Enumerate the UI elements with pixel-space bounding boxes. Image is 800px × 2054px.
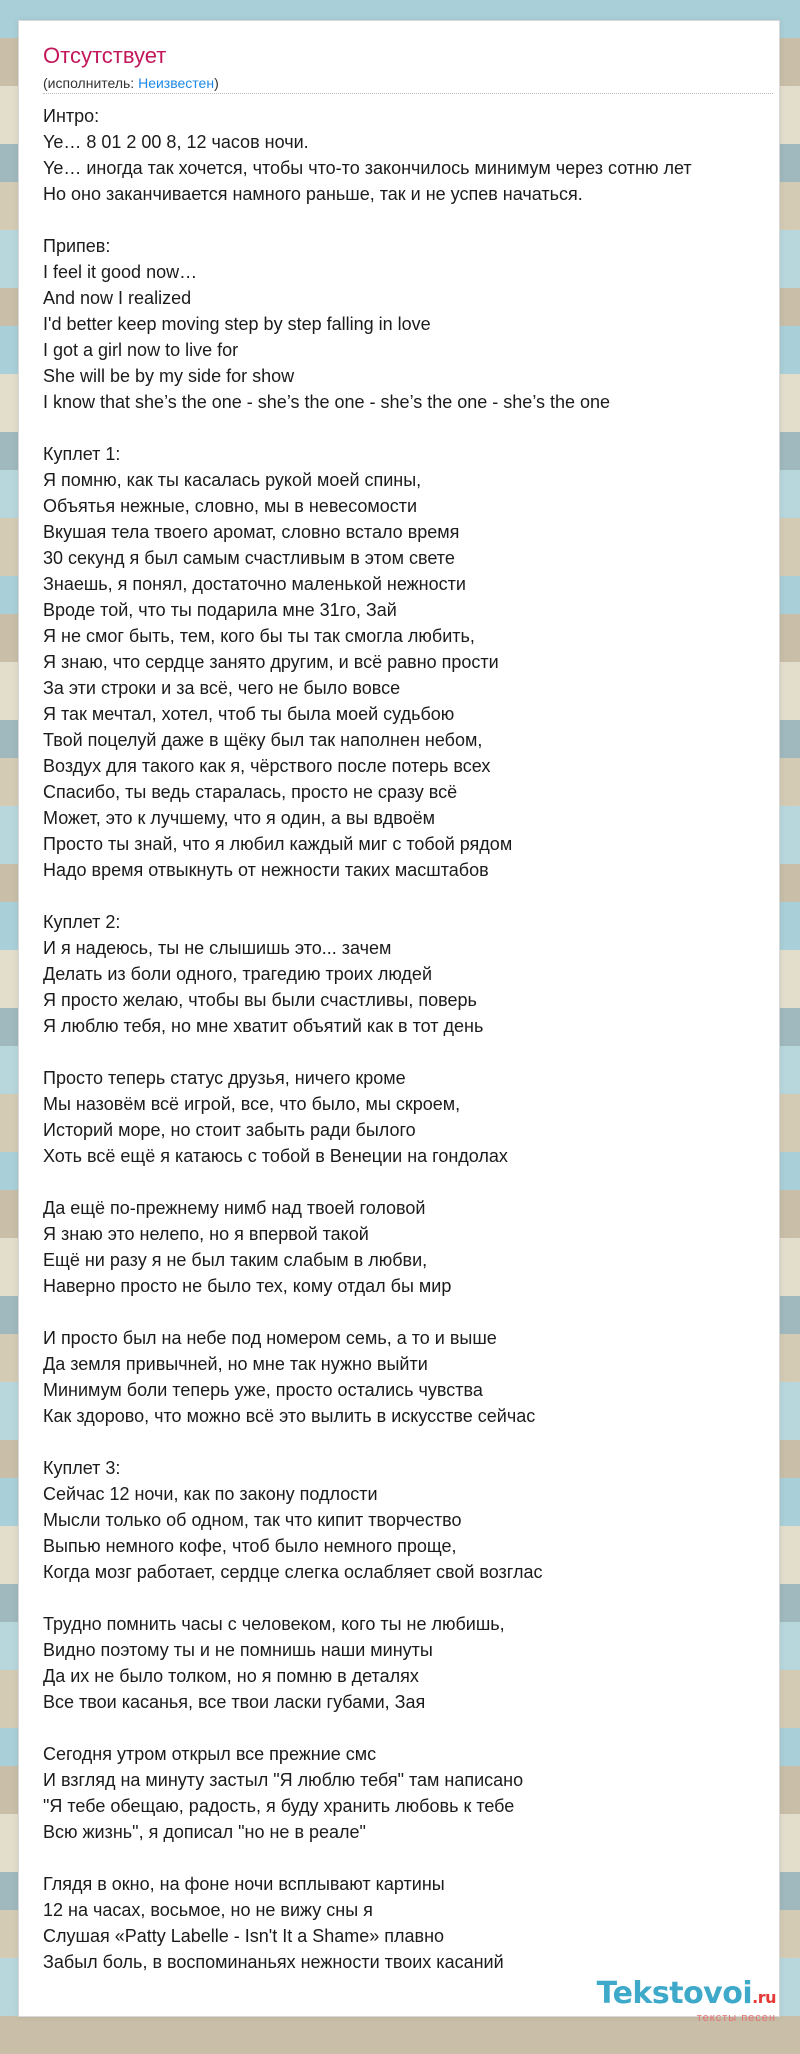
- lyric-line: Просто ты знай, что я любил каждый миг с тобой рядом: [43, 834, 513, 854]
- lyric-line: And now I realized: [43, 288, 192, 308]
- lyric-line: Интро:: [43, 106, 100, 126]
- lyric-line: [43, 1429, 692, 1455]
- lyric-line: Историй море, но стоит забыть ради былого: [43, 1120, 416, 1140]
- lyric-line: Куплет 1:: [43, 444, 121, 464]
- lyric-line: Да ещё по-прежнему нимб над твоей головой: [43, 1198, 426, 1218]
- lyric-line: [43, 207, 692, 233]
- lyric-line: 30 секунд я был самым счастливым в этом свете: [43, 548, 455, 568]
- lyric-line: Объятья нежные, словно, мы в невесомости: [43, 496, 418, 516]
- logo-tagline: тексты песен: [696, 2012, 776, 2024]
- lyric-line: И просто был на небе под номером семь, а то и выше: [43, 1328, 497, 1348]
- lyric-line: [43, 883, 692, 909]
- lyric-line: И я надеюсь, ты не слышишь это... зачем: [43, 938, 392, 958]
- logo-wordmark: [597, 1978, 776, 2014]
- artist-link[interactable]: Неизвестен: [138, 75, 215, 91]
- lyric-line: I feel it good now…: [43, 262, 198, 282]
- lyric-line: Я люблю тебя, но мне хватит объятий как в тот день: [43, 1016, 484, 1036]
- lyric-line: Просто теперь статус друзья, ничего кроме: [43, 1068, 406, 1088]
- logo-name: Tekstovoi: [596, 1976, 753, 2011]
- lyric-line: Ye… 8 01 2 00 8, 12 часов ночи.: [43, 132, 309, 152]
- lyric-line: Да их не было толком, но я помню в деталях: [43, 1666, 419, 1686]
- lyric-line: Глядя в окно, на фоне ночи всплывают картины: [43, 1874, 445, 1894]
- lyric-line: Я не смог быть, тем, кого бы ты так смогла любить,: [43, 626, 475, 646]
- lyric-line: Куплет 3:: [43, 1458, 121, 1478]
- lyric-line: За эти строки и за всё, чего не было вовсе: [43, 678, 401, 698]
- lyric-line: Я так мечтал, хотел, чтоб ты была моей судьбою: [43, 704, 455, 724]
- lyric-line: Ещё ни разу я не был таким слабым в любви,: [43, 1250, 428, 1270]
- lyric-line: Я знаю это нелепо, но я впервой такой: [43, 1224, 369, 1244]
- header-divider: [43, 93, 773, 94]
- lyric-line: Все твои касанья, все твои ласки губами, Зая: [43, 1692, 426, 1712]
- artist-prefix: (исполнитель:: [43, 75, 139, 91]
- lyric-line: "Я тебе обещаю, радость, я буду хранить любовь к тебе: [43, 1796, 515, 1816]
- lyric-line: Как здорово, что можно всё это вылить в искусстве сейчас: [43, 1406, 536, 1426]
- lyric-line: Да земля привычней, но мне так нужно выйти: [43, 1354, 428, 1374]
- logo-tld: .ru: [752, 1988, 776, 2007]
- lyric-line: Хоть всё ещё я катаюсь с тобой в Венеции на гондолах: [43, 1146, 508, 1166]
- lyric-line: [43, 1715, 692, 1741]
- site-logo[interactable]: [597, 1978, 776, 2024]
- lyric-line: [43, 1169, 692, 1195]
- lyric-line: Знаешь, я понял, достаточно маленькой нежности: [43, 574, 466, 594]
- lyric-line: Вроде той, что ты подарила мне 31го, Зай: [43, 600, 397, 620]
- artist-line: [43, 75, 219, 91]
- song-title: Отсутствует: [43, 43, 167, 68]
- lyric-line: Всю жизнь", я дописал "но не в реале": [43, 1822, 366, 1842]
- lyric-line: Вкушая тела твоего аромат, словно встало время: [43, 522, 460, 542]
- lyric-line: Сейчас 12 ночи, как по закону подлости: [43, 1484, 378, 1504]
- lyric-line: She will be by my side for show: [43, 366, 295, 386]
- lyric-line: Может, это к лучшему, что я один, а вы вдвоём: [43, 808, 435, 828]
- lyric-line: Я знаю, что сердце занято другим, и всё равно прости: [43, 652, 499, 672]
- lyric-line: Твой поцелуй даже в щёку был так наполнен небом,: [43, 730, 483, 750]
- lyric-line: Спасибо, ты ведь старалась, просто не сразу всё: [43, 782, 458, 802]
- lyric-line: I got a girl now to live for: [43, 340, 239, 360]
- lyric-line: Видно поэтому ты и не помнишь наши минуты: [43, 1640, 433, 1660]
- lyric-line: [43, 1845, 692, 1871]
- lyric-line: Но оно заканчивается намного раньше, так и не успев начаться.: [43, 184, 583, 204]
- lyric-line: [43, 1585, 692, 1611]
- lyric-line: Сегодня утром открыл все прежние смс: [43, 1744, 377, 1764]
- lyric-line: Слушая «Patty Labelle - Isn't It a Shame» плавно: [43, 1926, 445, 1946]
- lyric-line: Ye… иногда так хочется, чтобы что-то закончилось минимум через сотню лет: [43, 158, 692, 178]
- lyric-line: Я помню, как ты касалась рукой моей спины,: [43, 470, 422, 490]
- lyric-line: Делать из боли одного, трагедию троих людей: [43, 964, 432, 984]
- lyric-line: Мысли только об одном, так что кипит творчество: [43, 1510, 462, 1530]
- lyric-line: [43, 1299, 692, 1325]
- lyric-line: I know that she’s the one - she’s the one - she’s the one - she’s the one: [43, 392, 611, 412]
- lyric-line: Мы назовём всё игрой, все, что было, мы скроем,: [43, 1094, 461, 1114]
- lyric-line: Забыл боль, в воспоминаньях нежности твоих касаний: [43, 1952, 504, 1972]
- artist-suffix: ): [214, 75, 219, 91]
- lyric-line: [43, 415, 692, 441]
- lyric-line: Воздух для такого как я, чёрствого после потерь всех: [43, 756, 491, 776]
- lyric-line: [43, 1039, 692, 1065]
- lyric-line: Надо время отвыкнуть от нежности таких масштабов: [43, 860, 489, 880]
- lyric-line: Когда мозг работает, сердце слегка ослабляет свой возглас: [43, 1562, 543, 1582]
- lyrics-text: [43, 103, 692, 1975]
- lyric-line: 12 на часах, восьмое, но не вижу сны я: [43, 1900, 373, 1920]
- lyrics-card: [18, 20, 780, 2017]
- lyric-line: Я просто желаю, чтобы вы были счастливы, поверь: [43, 990, 477, 1010]
- lyric-line: Выпью немного кофе, чтоб было немного проще,: [43, 1536, 457, 1556]
- lyric-line: I'd better keep moving step by step falling in love: [43, 314, 431, 334]
- lyric-line: Трудно помнить часы с человеком, кого ты не любишь,: [43, 1614, 505, 1634]
- lyric-line: Припев:: [43, 236, 111, 256]
- lyric-line: Куплет 2:: [43, 912, 121, 932]
- lyric-line: Наверно просто не было тех, кому отдал бы мир: [43, 1276, 452, 1296]
- lyric-line: Минимум боли теперь уже, просто остались чувства: [43, 1380, 483, 1400]
- lyric-line: И взгляд на минуту застыл "Я люблю тебя" там написано: [43, 1770, 524, 1790]
